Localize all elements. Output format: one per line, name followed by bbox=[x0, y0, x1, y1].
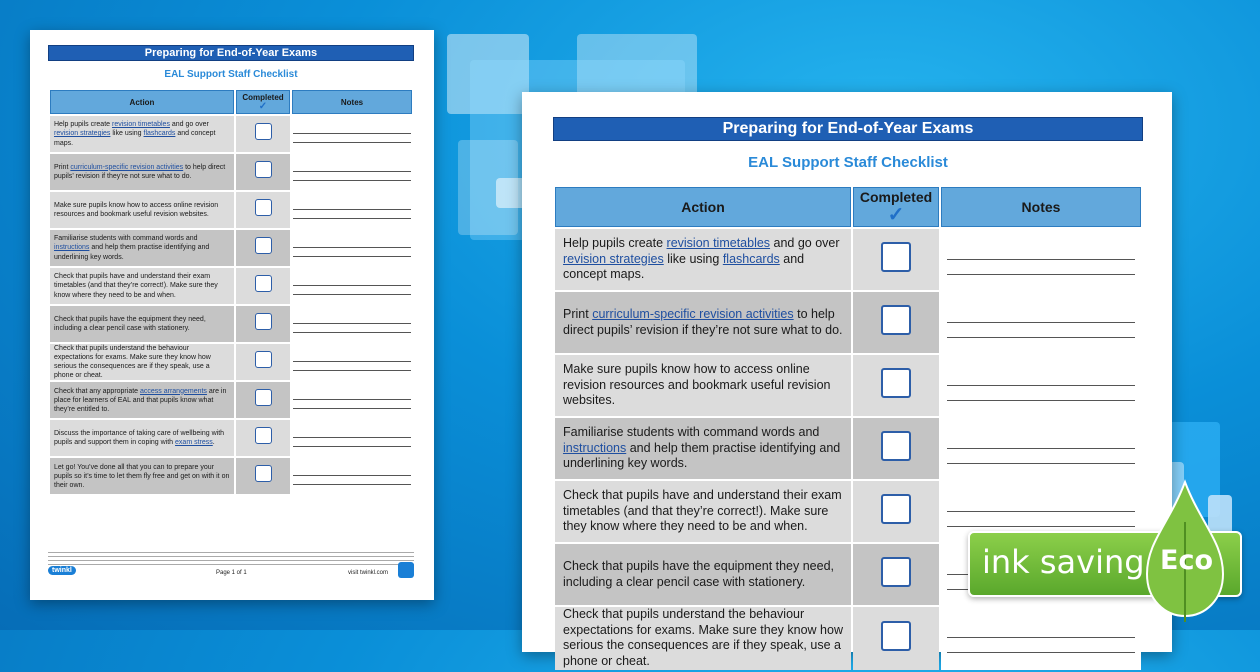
page-number: Page 1 of 1 bbox=[216, 570, 247, 576]
action-text-segment: to help direct pupils’ revision if they’re not sure what to do. bbox=[54, 163, 226, 180]
website-link[interactable]: visit twinkl.com bbox=[348, 570, 389, 576]
completed-checkbox[interactable] bbox=[255, 313, 272, 330]
resource-link[interactable]: curriculum-specific revision activities bbox=[592, 306, 794, 321]
notes-line bbox=[293, 408, 411, 409]
action-text bbox=[50, 344, 234, 380]
notes-line bbox=[293, 256, 411, 257]
completed-checkbox[interactable] bbox=[881, 431, 911, 461]
ink-saving-label: ink saving bbox=[982, 543, 1145, 581]
checklist-row bbox=[50, 344, 412, 380]
checklist-row bbox=[555, 355, 1141, 416]
notes-line bbox=[293, 484, 411, 485]
notes-line bbox=[947, 463, 1135, 464]
action-text bbox=[555, 229, 851, 290]
column-header-notes: Notes bbox=[292, 90, 412, 114]
checklist-row bbox=[555, 418, 1141, 479]
completed-checkbox[interactable] bbox=[881, 557, 911, 587]
notes-line bbox=[947, 385, 1135, 386]
action-text bbox=[555, 481, 851, 542]
completed-cell bbox=[236, 344, 290, 380]
action-text bbox=[50, 268, 234, 304]
action-text bbox=[50, 306, 234, 342]
notes-line bbox=[293, 437, 411, 438]
completed-checkbox[interactable] bbox=[255, 161, 272, 178]
completed-cell bbox=[853, 607, 939, 670]
notes-line bbox=[947, 652, 1135, 653]
action-text-segment: . bbox=[212, 439, 215, 447]
checklist-row bbox=[50, 306, 412, 342]
action-text-segment: Help pupils create bbox=[54, 121, 112, 129]
action-text-segment: Check that pupils have and understand their exam timetables (and that they’re correct!). Make sure they know where they need to be and when. bbox=[563, 488, 842, 534]
completed-checkbox[interactable] bbox=[881, 305, 911, 335]
completed-checkbox[interactable] bbox=[255, 389, 272, 406]
completed-cell bbox=[853, 229, 939, 290]
notes-cell[interactable] bbox=[292, 458, 412, 494]
notes-line bbox=[293, 332, 411, 333]
notes-cell[interactable] bbox=[292, 382, 412, 418]
checklist-row bbox=[555, 292, 1141, 353]
action-text bbox=[50, 420, 234, 456]
action-text-segment: Check that pupils understand the behaviour expectations for exams. Make sure they know how serious the consequences are if they speak, use a phone or cheat. bbox=[54, 345, 211, 380]
action-text bbox=[50, 154, 234, 190]
resource-link[interactable]: revision strategies bbox=[563, 251, 664, 266]
notes-cell[interactable] bbox=[941, 418, 1141, 479]
notes-line bbox=[947, 259, 1135, 260]
notes-line bbox=[293, 475, 411, 476]
action-text-segment: Familiarise students with command words and bbox=[54, 235, 198, 243]
notes-line bbox=[293, 370, 411, 371]
action-text bbox=[50, 230, 234, 266]
action-text-segment: and concept maps. bbox=[54, 130, 216, 147]
action-text-segment: Check that any appropriate bbox=[54, 387, 140, 395]
resource-link[interactable]: revision timetables bbox=[111, 121, 170, 129]
notes-line bbox=[293, 171, 411, 172]
checklist-row bbox=[50, 268, 412, 304]
completed-cell bbox=[853, 418, 939, 479]
completed-cell bbox=[236, 154, 290, 190]
action-text-segment: to help direct pupils’ revision if they’re not sure what to do. bbox=[563, 306, 843, 337]
completed-checkbox[interactable] bbox=[881, 494, 911, 524]
checklist-row bbox=[555, 229, 1141, 290]
completed-cell bbox=[236, 306, 290, 342]
completed-checkbox[interactable] bbox=[881, 621, 911, 651]
column-header-action: Action bbox=[50, 90, 234, 114]
column-header-action: Action bbox=[555, 187, 851, 227]
checklist-row bbox=[555, 607, 1141, 670]
column-header-completed bbox=[853, 187, 939, 227]
action-text-segment: like using bbox=[110, 130, 144, 138]
notes-line bbox=[293, 294, 411, 295]
action-text-segment: Print bbox=[54, 163, 71, 171]
notes-line bbox=[947, 337, 1135, 338]
checklist-table-small bbox=[48, 88, 414, 496]
action-text-segment: Check that pupils have the equipment they need, including a clear pencil case with stationery. bbox=[54, 315, 206, 332]
column-header-completed-label: Completed bbox=[242, 92, 284, 102]
completed-checkbox[interactable] bbox=[255, 351, 272, 368]
column-header-notes: Notes bbox=[941, 187, 1141, 227]
notes-line bbox=[293, 361, 411, 362]
notes-cell[interactable] bbox=[292, 116, 412, 152]
checklist-row bbox=[50, 382, 412, 418]
notes-line bbox=[947, 274, 1135, 275]
resource-link[interactable]: revision timetables bbox=[666, 236, 771, 251]
action-text-segment: Check that pupils have the equipment they need, including a clear pencil case with stationery. bbox=[563, 558, 835, 589]
worksheet-title: Preparing for End-of-Year Exams bbox=[553, 117, 1143, 141]
notes-cell[interactable] bbox=[292, 230, 412, 266]
notes-line bbox=[293, 399, 411, 400]
checklist-row bbox=[50, 420, 412, 456]
action-text bbox=[50, 116, 234, 152]
notes-line bbox=[947, 448, 1135, 449]
checklist-table bbox=[553, 185, 1143, 672]
resource-link[interactable]: instructions bbox=[54, 244, 90, 252]
action-text-segment: Check that pupils understand the behaviour expectations for exams. Make sure they know how serious the consequences are if they speak, use a phone or cheat. bbox=[563, 607, 843, 668]
action-text-segment: Let go! You’ve done all that you can to prepare your pupils so it’s time to let them fly free and get on with it on their own. bbox=[54, 463, 230, 489]
completed-cell bbox=[853, 544, 939, 605]
action-text-segment: and concept maps. bbox=[563, 251, 805, 282]
notes-cell[interactable] bbox=[292, 154, 412, 190]
completed-cell bbox=[853, 481, 939, 542]
twinkl-logo: twinkl bbox=[48, 566, 76, 575]
notes-cell[interactable] bbox=[292, 192, 412, 228]
completed-cell bbox=[236, 420, 290, 456]
checkmark-icon: ✓ bbox=[887, 204, 905, 226]
action-text-segment: Familiarise students with command words and bbox=[563, 425, 820, 440]
action-text-segment: are in place for learners of EAL and that pupils know what they’re entitled to. bbox=[54, 387, 227, 413]
action-text bbox=[555, 607, 851, 670]
completed-checkbox[interactable] bbox=[255, 123, 272, 140]
completed-checkbox[interactable] bbox=[255, 275, 272, 292]
completed-checkbox[interactable] bbox=[881, 242, 911, 272]
action-text bbox=[555, 292, 851, 353]
action-text-segment: Help pupils create bbox=[563, 236, 667, 251]
notes-line bbox=[947, 400, 1135, 401]
resource-link[interactable]: curriculum-specific revision activities bbox=[70, 163, 184, 171]
resource-link[interactable]: instructions bbox=[563, 440, 627, 455]
notes-line bbox=[293, 209, 411, 210]
notes-cell[interactable] bbox=[941, 292, 1141, 353]
column-header-completed-label: Completed bbox=[859, 189, 933, 205]
action-text bbox=[50, 192, 234, 228]
notes-line bbox=[293, 180, 411, 181]
checklist-row bbox=[50, 192, 412, 228]
action-text-segment: and go over bbox=[770, 236, 840, 251]
resource-link[interactable]: flashcards bbox=[143, 130, 176, 138]
action-text-segment: Make sure pupils know how to access online revision resources and bookmark useful revision websites. bbox=[54, 201, 219, 218]
completed-checkbox[interactable] bbox=[255, 199, 272, 216]
notes-line bbox=[947, 526, 1135, 527]
resource-link[interactable]: exam stress bbox=[175, 439, 213, 447]
resource-link[interactable]: flashcards bbox=[722, 251, 780, 266]
notes-cell[interactable] bbox=[941, 355, 1141, 416]
action-text bbox=[555, 544, 851, 605]
twinkl-badge-icon bbox=[398, 562, 414, 578]
action-text-segment: Make sure pupils know how to access online revision resources and bookmark useful revision websites. bbox=[563, 362, 831, 408]
notes-line bbox=[293, 285, 411, 286]
notes-cell[interactable] bbox=[941, 607, 1141, 670]
action-text bbox=[50, 458, 234, 494]
completed-checkbox[interactable] bbox=[881, 368, 911, 398]
action-text-segment: and go over bbox=[169, 121, 209, 129]
checklist-row bbox=[50, 116, 412, 152]
fine-print-disclaimer bbox=[48, 552, 414, 566]
completed-checkbox[interactable] bbox=[255, 465, 272, 482]
notes-line bbox=[293, 323, 411, 324]
notes-line bbox=[293, 218, 411, 219]
notes-cell[interactable] bbox=[941, 229, 1141, 290]
completed-checkbox[interactable] bbox=[255, 237, 272, 254]
column-header-completed bbox=[236, 90, 290, 114]
action-text-segment: Discuss the importance of taking care of wellbeing with pupils and support them in coping with bbox=[54, 430, 225, 447]
completed-cell bbox=[236, 192, 290, 228]
notes-line bbox=[947, 322, 1135, 323]
checkmark-icon: ✓ bbox=[258, 100, 268, 112]
checklist-row bbox=[50, 154, 412, 190]
completed-cell bbox=[853, 355, 939, 416]
notes-cell[interactable] bbox=[292, 344, 412, 380]
action-text-segment: and help them practise identifying and underlining key words. bbox=[54, 244, 210, 261]
notes-line bbox=[293, 446, 411, 447]
notes-cell[interactable] bbox=[292, 420, 412, 456]
worksheet-title: Preparing for End-of-Year Exams bbox=[48, 45, 414, 61]
resource-link[interactable]: access arrangements bbox=[140, 387, 207, 395]
action-text-segment: Print bbox=[563, 306, 593, 321]
completed-cell bbox=[236, 116, 290, 152]
eco-label: Eco bbox=[1160, 545, 1213, 576]
action-text bbox=[555, 418, 851, 479]
checklist-row bbox=[50, 230, 412, 266]
resource-link[interactable]: revision strategies bbox=[54, 130, 111, 138]
completed-cell bbox=[853, 292, 939, 353]
completed-cell bbox=[236, 268, 290, 304]
worksheet-subtitle: EAL Support Staff Checklist bbox=[748, 154, 948, 171]
notes-line bbox=[947, 511, 1135, 512]
completed-cell bbox=[236, 458, 290, 494]
notes-cell[interactable] bbox=[292, 306, 412, 342]
notes-cell[interactable] bbox=[292, 268, 412, 304]
completed-checkbox[interactable] bbox=[255, 427, 272, 444]
completed-cell bbox=[236, 230, 290, 266]
action-text-segment: and help them practise identifying and underlining key words. bbox=[563, 440, 841, 471]
notes-line bbox=[947, 637, 1135, 638]
action-text-segment: Check that pupils have and understand their exam timetables (and that they’re correct!). Make sure they know where they need to be and when. bbox=[54, 273, 218, 299]
notes-line bbox=[293, 142, 411, 143]
notes-line bbox=[293, 133, 411, 134]
worksheet-thumbnail bbox=[30, 30, 434, 600]
worksheet-subtitle: EAL Support Staff Checklist bbox=[164, 69, 298, 80]
notes-line bbox=[293, 247, 411, 248]
checklist-row bbox=[50, 458, 412, 494]
action-text bbox=[50, 382, 234, 418]
action-text-segment: like using bbox=[663, 251, 723, 266]
action-text bbox=[555, 355, 851, 416]
completed-cell bbox=[236, 382, 290, 418]
